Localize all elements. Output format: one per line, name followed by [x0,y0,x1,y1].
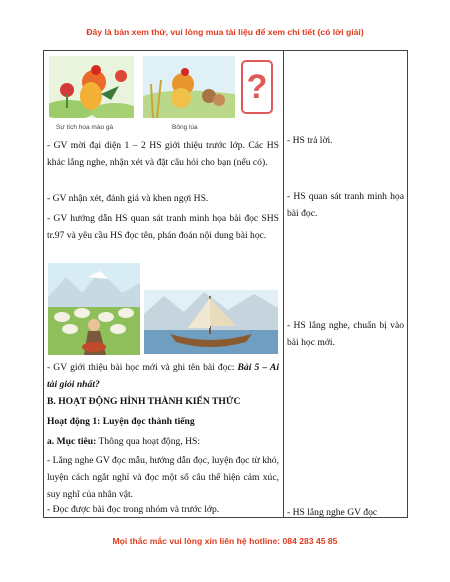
goal-bullet-1: - Lắng nghe GV đọc mẫu, hướng dẫn đọc, luyện đọc từ khó, luyện cách ngắt nghỉ và đọc một số câu thể hiện cảm xúc, suy nghĩ của nhân vật. [47,455,279,500]
student-listen: - HS lắng nghe GV đọc [287,507,378,518]
question-card [241,60,273,114]
shepherd-illustration [48,263,140,355]
hotline-banner: Mọi thắc mắc vui lòng xin liên hệ hotline: 084 283 45 85 [112,536,338,546]
preview-banner: Đây là bản xem thử, vui lòng mua tài liệu để xem chi tiết (có lời giải) [86,27,364,37]
paragraph-present: - GV mời đại diện 1 – 2 HS giới thiệu trước lớp. Các HS khác lắng nghe, nhận xét và đặt câu hỏi cho bạn (nếu có). [47,140,279,168]
student-prepare: - HS lắng nghe, chuẩn bị vào bài học mới. [287,320,404,348]
section-heading: B. HOẠT ĐỘNG HÌNH THÀNH KIẾN THỨC [47,396,241,407]
activity-heading: Hoạt động 1: Luyện đọc thành tiếng [47,416,195,427]
goal-label: a. Mục tiêu: [47,436,97,447]
question-mark-icon: ? [246,68,268,106]
student-answer: - HS trả lời. [287,135,333,146]
rooster-flower-illustration [49,56,134,118]
caption-rice: Bông lúa [172,124,198,131]
paragraph-guide: - GV hướng dẫn HS quan sát tranh minh họa bài đọc SHS tr.97 và yêu cầu HS đọc tên, phán đoán nội dung bài học. [47,213,279,241]
paragraph-intro-lesson: - GV giới thiệu bài học mới và ghi tên bài đọc: Bài 5 – Ai tài giỏi nhất? [47,362,279,390]
goal-bullet-2: - Đọc được bài đọc trong nhóm và trước lớp. [47,504,220,515]
sailboat-illustration [144,290,278,354]
column-divider [283,50,284,518]
rice-illustration [143,56,235,118]
paragraph-feedback: - GV nhận xét, đánh giá và khen ngợi HS. [47,193,209,204]
goal-line: a. Mục tiêu: Thông qua hoạt động, HS: [47,436,201,447]
caption-rooster-flower: Sự tích hoa mào gà [56,124,114,131]
lesson-title: Bài 5 – Ai tài giỏi nhất? [47,362,279,390]
student-observe: - HS quan sát tranh minh họa bài đọc. [287,191,404,219]
